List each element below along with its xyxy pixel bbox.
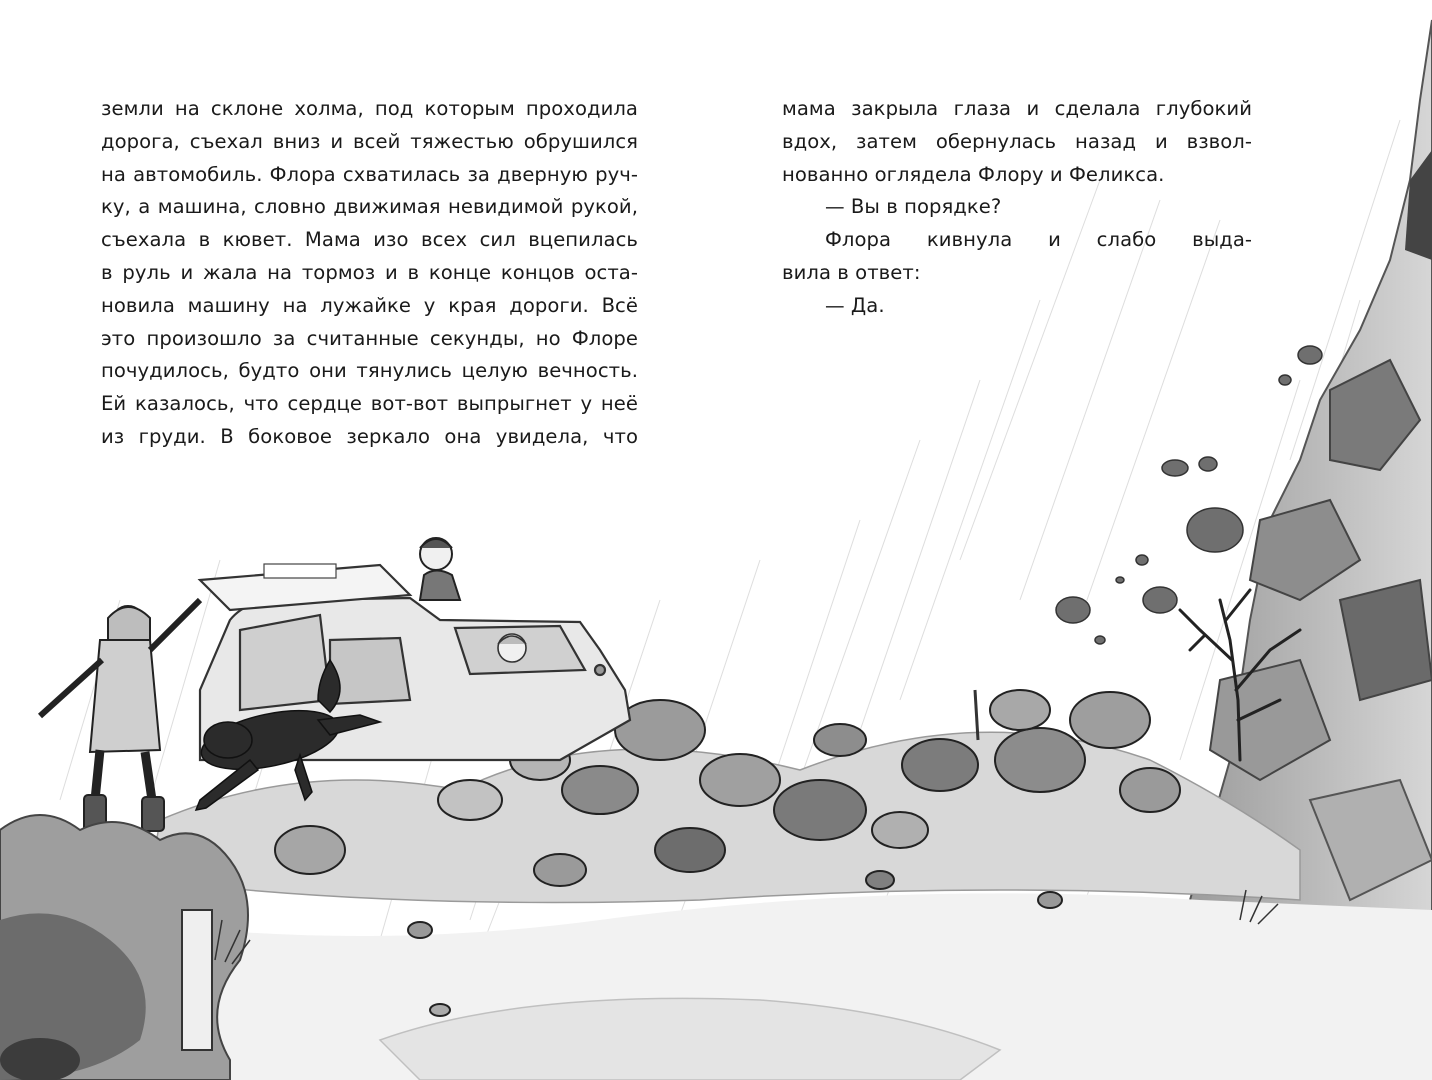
text-line: дорога, съехал вниз и всей тяжестью обрушился <box>101 129 638 153</box>
text-line: ку, а машина, словно движимая невидимой рукой, <box>101 195 638 219</box>
child-in-car <box>498 634 526 662</box>
text-line: в руль и жала на тормоз и в конце концов оста- <box>101 260 638 284</box>
right-text-column <box>782 93 1252 323</box>
text-line: вдох, затем обернулась назад и взвол- <box>782 129 1252 153</box>
text-line: почудилось, будто они тянулись целую вечность. <box>101 359 638 383</box>
text-line: Флора кивнула и слабо выда- <box>825 228 1252 252</box>
dialogue-line: — Вы в порядке? <box>825 195 1002 219</box>
text-line: из груди. В боковое зеркало она увидела, что <box>101 424 638 448</box>
text-line: мама закрыла глаза и сделала глубокий <box>782 97 1252 120</box>
mother-figure <box>420 538 460 600</box>
text-line: это произошло за считанные секунды, но Флоре <box>101 326 638 350</box>
girl-figure <box>40 600 200 837</box>
text-line: на автомобиль. Флора схватилась за дверную руч- <box>101 162 638 186</box>
signpost <box>182 910 212 1050</box>
text-line: нованно оглядела Флору и Феликса. <box>782 162 1165 186</box>
text-line: земли на склоне холма, под которым проходила <box>101 97 638 120</box>
left-text-column <box>101 93 638 454</box>
text-line: Ей казалось, что сердце вот-вот выпрыгнет у неё <box>101 392 638 416</box>
text-line: новила машину на лужайке у края дороги. Всё <box>101 293 638 317</box>
text-line: вила в ответ: <box>782 260 921 284</box>
text-line: съехала в кювет. Мама изо всех сил вцепилась <box>101 228 638 252</box>
dialogue-line: — Да. <box>825 293 885 317</box>
